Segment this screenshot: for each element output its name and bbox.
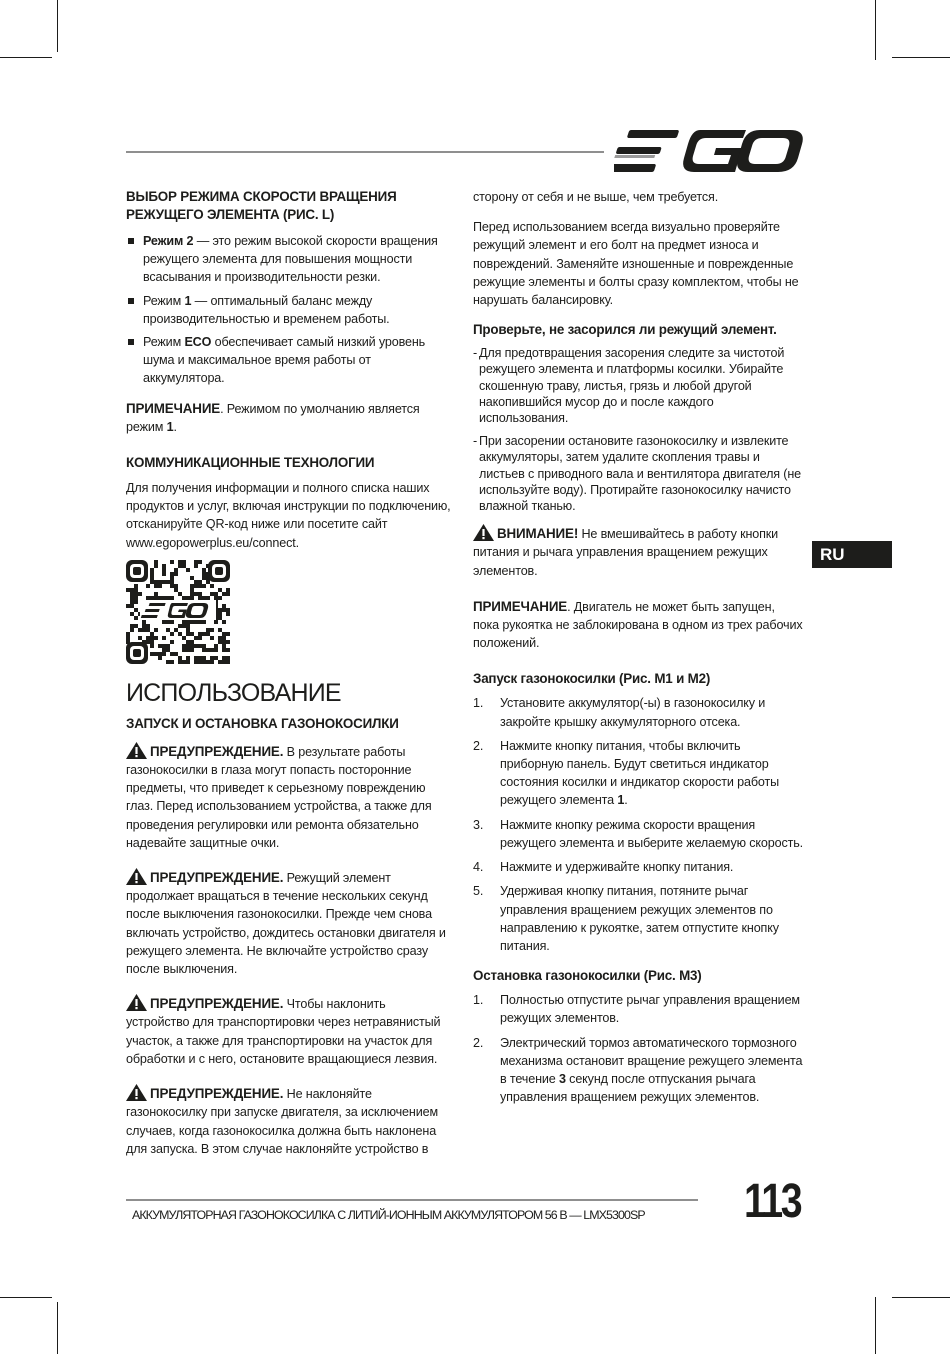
speed-section-title: ВЫБОР РЕЖИМА СКОРОСТИ ВРАЩЕНИЯ РЕЖУЩЕГО ЭЛЕМЕНТА (РИС. L) bbox=[126, 189, 397, 222]
list-item: 2. Электрический тормоз автоматического тормозного механизма остановит вращение режущего элемента в течение 3 секунд после отпускания рычага управления вращением режущих элементов. bbox=[473, 1035, 803, 1105]
note-bold: 1 bbox=[166, 419, 174, 434]
warning-label: ПРЕДУПРЕЖДЕНИЕ. bbox=[150, 1086, 284, 1102]
warning-text: Режущий элемент продолжает вращаться в течение нескольких секунд после выключения газонокосилки. Прежде чем снова включать устройство, дождитесь остановки двигателя и режущего элемента. Не включайте устройство сразу после выключения. bbox=[126, 871, 446, 977]
crop-mark bbox=[0, 1297, 52, 1298]
inspect-text: Перед использованием всегда визуально проверяйте режущий элемент и его болт на предмет износа и повреждений. Заменяйте изношенные и поврежденные режущие элементы и болты сразу комплектом, чтобы не нарушать балансировку. bbox=[473, 220, 799, 308]
note-label: ПРИМЕЧАНИЕ bbox=[126, 400, 221, 416]
usage-subtitle: ЗАПУСК И ОСТАНОВКА ГАЗОНОКОСИЛКИ bbox=[126, 715, 399, 731]
list-item: 1. Установите аккумулятор(-ы) в газонокосилку и закройте крышку аккумуляторного отсека. bbox=[473, 696, 766, 729]
ego-logo-icon bbox=[614, 128, 804, 174]
warning-label: ПРЕДУПРЕЖДЕНИЕ. bbox=[150, 743, 284, 759]
continuation-text: сторону от себя и не выше, чем требуется. bbox=[473, 190, 719, 204]
crop-mark bbox=[57, 1302, 58, 1354]
mode-pre: Режим bbox=[143, 335, 185, 350]
mode-pre: Режим bbox=[143, 293, 185, 308]
clog-title: Проверьте, не засорился ли режущий элемент. bbox=[473, 322, 777, 338]
mode-text: — это режим высокой скорости вращения режущего элемента для повышения мощности всасывания и производительности резки. bbox=[143, 234, 438, 285]
list-item bbox=[126, 232, 452, 287]
list-item: 3. Нажмите кнопку режима скорости вращения режущего элемента и выберите желаемую скорость. bbox=[473, 817, 803, 850]
warning-triangle-icon bbox=[473, 524, 494, 541]
warning-triangle-icon bbox=[126, 994, 147, 1011]
warning-paragraph bbox=[126, 742, 452, 852]
crop-mark bbox=[892, 57, 950, 58]
stop-steps bbox=[473, 991, 803, 1106]
qr-code-icon[interactable] bbox=[126, 560, 230, 664]
right-column bbox=[473, 188, 803, 1106]
mode-text: обеспечивает самый низкий уровень шума и максимальное время работы от аккумулятора. bbox=[143, 335, 426, 386]
list-item: 2. Нажмите кнопку питания, чтобы включить приборную панель. Будут светиться индикатор состояния косилки и индикатор скорости работы режущего элемента 1. bbox=[473, 738, 780, 808]
right-note bbox=[473, 598, 803, 653]
crop-mark bbox=[875, 1297, 876, 1354]
mode-text: — оптимальный баланс между производительностью и временем работы. bbox=[143, 293, 390, 326]
page-number: 113 bbox=[744, 1175, 801, 1228]
warning-paragraph bbox=[126, 1084, 452, 1158]
crop-mark bbox=[875, 0, 876, 60]
list-item bbox=[126, 292, 452, 328]
warning-text: Не наклоняйте газонокосилку при запуске двигателя, за исключением случаев, когда газонокосилка должна быть наклонена для запуска. В этом случае наклоняйте устройство в bbox=[126, 1087, 438, 1156]
clog-item-text: При засорении остановите газонокосилку и извлеките аккумуляторы, затем удалите скопления травы и листьев с приводного вала и вентилятора двигателя (не используйте воду). Протирайте газонокосилку начисто влажной тканью. bbox=[479, 434, 802, 514]
warning-triangle-icon bbox=[126, 1084, 147, 1101]
clog-list bbox=[473, 345, 803, 514]
warning-paragraph bbox=[126, 994, 452, 1068]
list-item: 1. Полностью отпустите рычаг управления вращением режущих элементов. bbox=[473, 993, 800, 1026]
stop-title: Остановка газонокосилки (Рис. M3) bbox=[473, 968, 702, 984]
crop-mark bbox=[0, 57, 52, 58]
comm-text: Для получения информации и полного списка наших продуктов и услуг, включая инструкции по подключению, отсканируйте QR-код ниже или посетите сайт www.egopowerplus.eu/connect. bbox=[126, 481, 451, 550]
mode-bold: ECO bbox=[184, 335, 212, 350]
note-end: . bbox=[173, 419, 177, 434]
caution-text: Не вмешивайтесь в работу кнопки питания и рычага управления вращением режущих элементов. bbox=[473, 527, 779, 578]
warning-text: Чтобы наклонить устройство для транспортировки через нетравянистый участок, а также для транспортировки на участок для обработки и с него, остановите вращающиеся лезвия. bbox=[126, 997, 441, 1066]
warning-triangle-icon bbox=[126, 742, 147, 759]
usage-title: ИСПОЛЬЗОВАНИЕ bbox=[126, 678, 341, 707]
warning-paragraph bbox=[126, 868, 452, 978]
start-title: Запуск газонокосилки (Рис. M1 и M2) bbox=[473, 671, 711, 687]
list-item: - Для предотвращения засорения следите за чистотой режущего элемента и платформы косилки. Убирайте скошенную траву, листья, грязь и любой другой накопившийся мусор до и после каждого использования. bbox=[473, 345, 803, 426]
speed-note bbox=[126, 400, 452, 436]
speed-mode-list bbox=[126, 232, 452, 388]
list-item bbox=[126, 333, 452, 388]
note-label: ПРИМЕЧАНИЕ bbox=[473, 598, 568, 614]
comm-section-title: КОММУНИКАЦИОННЫЕ ТЕХНОЛОГИИ bbox=[126, 455, 375, 471]
note-text: . Двигатель не может быть запущен, пока рукоятка не заблокирована в одном из трех рабочих положений. bbox=[473, 599, 803, 651]
caution-paragraph bbox=[473, 524, 803, 580]
list-item: 4. Нажмите и удерживайте кнопку питания. bbox=[473, 860, 734, 875]
warning-label: ПРЕДУПРЕЖДЕНИЕ. bbox=[150, 996, 284, 1012]
caution-label: ВНИМАНИЕ! bbox=[497, 526, 579, 542]
header-rule bbox=[126, 151, 604, 153]
mode-bold: 1 bbox=[184, 293, 192, 308]
footer-text: АККУМУЛЯТОРНАЯ ГАЗОНОКОСИЛКА С ЛИТИЙ-ИОННЫМ АККУМУЛЯТОРОМ 56 В — LMX5300SP bbox=[132, 1208, 645, 1222]
warning-text: В результате работы газонокосилки в глаза могут попасть посторонние предметы, что приведет к серьезному повреждению глаз. Перед использованием устройства, а также для проведения регулировки или ремонта обязательно надевайте защитные очки. bbox=[126, 744, 432, 850]
list-item: - При засорении остановите газонокосилку и извлеките аккумуляторы, затем удалите скопления травы и листьев с приводного вала и вентилятора двигателя (не используйте воду). Протирайте газонокосилку начисто влажной тканью. bbox=[473, 434, 802, 514]
language-tab: RU bbox=[812, 541, 892, 568]
list-item: 5. Удерживая кнопку питания, потяните рычаг управления вращением режущих элементов по направлению к рукоятке, затем отпустите кнопку питания. bbox=[473, 884, 779, 953]
note-text: . Режимом по умолчанию является режим bbox=[126, 401, 420, 434]
warning-label: ПРЕДУПРЕЖДЕНИЕ. bbox=[150, 870, 284, 886]
mode-bold: Режим 2 bbox=[143, 234, 194, 248]
footer-rule bbox=[126, 1199, 698, 1201]
crop-mark bbox=[57, 0, 58, 52]
crop-mark bbox=[892, 1297, 950, 1298]
warning-triangle-icon bbox=[126, 868, 147, 885]
left-column bbox=[126, 188, 452, 1158]
clog-item-text: Для предотвращения засорения следите за чистотой режущего элемента и платформы косилки. Убирайте скошенную траву, листья, грязь и любой другой накопившийся мусор до и после каждого использования. bbox=[479, 346, 785, 426]
start-steps bbox=[473, 694, 803, 955]
